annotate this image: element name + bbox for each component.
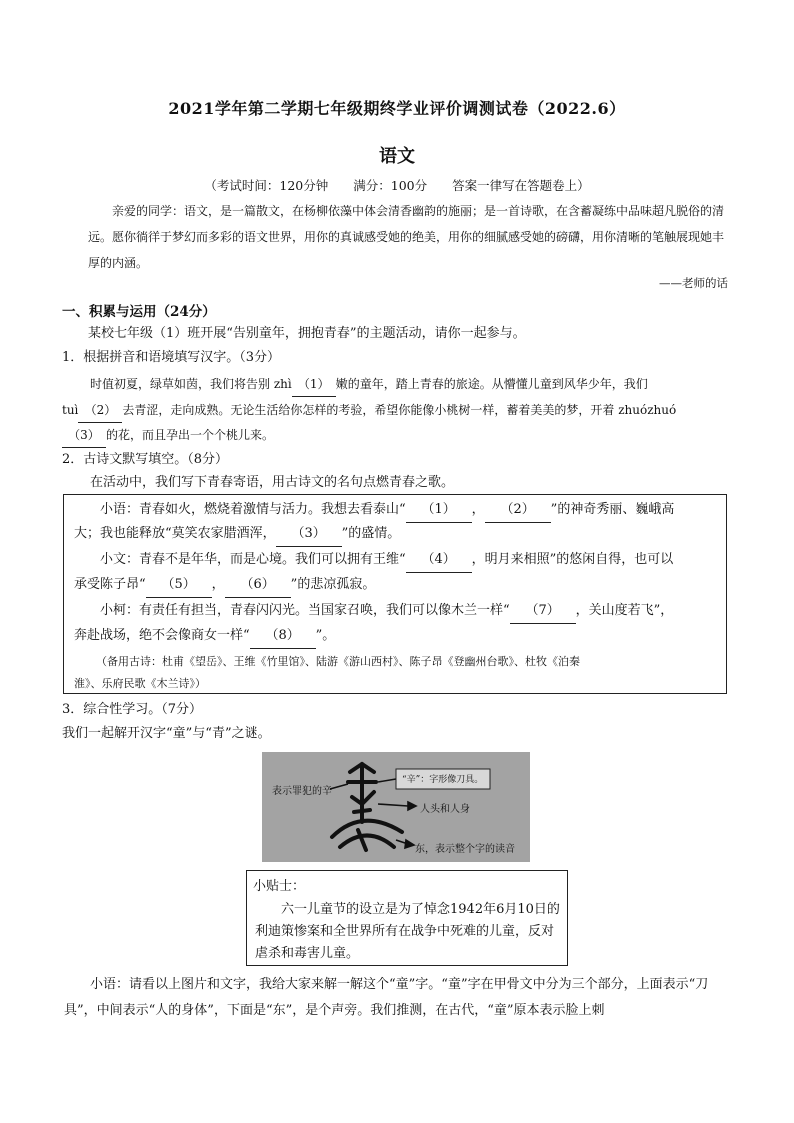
poetry-blank-4: （4） xyxy=(406,547,472,573)
poetry-row-4 xyxy=(74,572,719,598)
poetry-text: ， xyxy=(211,577,225,592)
subject-title: 语文 xyxy=(379,146,415,167)
poetry-text: 小语：青春如火，燃烧着激情与活力。我想去看泰山“ xyxy=(100,502,406,517)
teacher-message: 亲爱的同学：语文，是一篇散文，在杨柳依藻中体会清香幽韵的施丽；是一首诗歌，在含蓄凝练中品味超凡脱俗的清远。愿你徜徉于梦幻而多彩的语文世界，用你的真诚感受她的绝美，用你的细腻感受她的磅礴，用你清晰的笔触展现她丰厚的内涵。 xyxy=(88,204,725,270)
q2-lead: 在活动中，我们写下青春寄语，用古诗文的名句点燃青春之歌。 xyxy=(90,475,455,490)
poetry-note-2: 淮》、乐府民歌《木兰诗》） xyxy=(74,677,206,690)
poetry-text: 奔赴战场，绝不会像商女一样“ xyxy=(74,628,250,643)
teacher-signature: ——老师的话 xyxy=(659,276,728,290)
poetry-row-6 xyxy=(74,623,719,649)
poetry-row-1 xyxy=(74,497,719,523)
poetry-text: 承受陈子昂“ xyxy=(74,577,146,592)
q1-line-3 xyxy=(62,423,730,448)
section-heading: 一、积累与运用（24分） xyxy=(62,304,216,320)
oracle-bone-figure xyxy=(262,752,530,862)
poetry-text: ， xyxy=(471,502,485,517)
poetry-text: 大；我也能释放“莫笑农家腊酒浑， xyxy=(74,526,276,541)
poetry-row-5 xyxy=(74,598,719,624)
q1-label: 1．根据拼音和语境填写汉字。（3分） xyxy=(62,350,281,365)
poetry-text: ”。 xyxy=(315,628,336,643)
q1-text: tuì xyxy=(62,403,79,417)
figure-label-bottom: 东，表示整个字的读音 xyxy=(415,844,515,855)
poetry-blank-3: （3） xyxy=(276,521,342,547)
blank-1: （1） xyxy=(292,372,336,397)
poetry-blank-6: （6） xyxy=(225,572,291,598)
q3-paragraph: 小语：请看以上图片和文字，我给大家来解一解这个“童”字。“童”字在甲骨文中分为三个部分，上面表示“刀具”，中间表示“人的身体”，下面是“东”，是个声旁。我们推测，在古代，“童”原本表示脸上刺 xyxy=(64,977,709,1018)
exam-meta: （考试时间：120分钟 满分：100分 答案一律写在答题卷上） xyxy=(204,178,590,193)
figure-label-left: 表示罪犯的辛 xyxy=(272,786,332,797)
poetry-blank-2: （2） xyxy=(485,497,551,523)
tip-box xyxy=(246,870,568,966)
poetry-text: ”的盛情。 xyxy=(341,526,401,541)
poetry-text: ，关山度若飞”， xyxy=(575,603,674,618)
poetry-blank-7: （7） xyxy=(510,598,576,624)
q3-lead: 我们一起解开汉字“童”与“青”之谜。 xyxy=(62,726,271,741)
poetry-blank-8: （8） xyxy=(250,623,316,649)
q1-line-1 xyxy=(90,372,730,397)
exam-title: 2021学年第二学期七年级期终学业评价调测试卷（2022.6） xyxy=(168,99,626,118)
q1-line-2 xyxy=(62,398,730,423)
q1-text: 的花，而且孕出一个个桃儿来。 xyxy=(106,428,275,442)
poetry-text: ”的悲凉孤寂。 xyxy=(290,577,376,592)
poetry-blank-1: （1） xyxy=(406,497,472,523)
section-lead: 某校七年级（1）班开展“告别童年，拥抱青春”的主题活动，请你一起参与。 xyxy=(88,326,526,341)
poetry-text: 小文：青春不是年华，而是心境。我们可以拥有王维“ xyxy=(100,552,406,567)
q1-text: 嫩的童年，踏上青春的旅途。从懵懂儿童到风华少年，我们 xyxy=(335,377,648,391)
poetry-row-3 xyxy=(74,547,719,573)
poetry-box xyxy=(63,494,727,694)
poetry-text: ”的神奇秀丽、巍峨高 xyxy=(550,502,675,517)
figure-label-mid: 人头和人身 xyxy=(420,804,470,815)
blank-3: （3） xyxy=(62,423,106,448)
poetry-text: ，明月来相照”的悠闲自得，也可以 xyxy=(471,552,674,567)
q1-text: 去青涩，走向成熟。无论生活给你怎样的考验，希望你能像小桃树一样，蓄着美美的梦，开着 zhuózhuó xyxy=(122,403,677,417)
tip-text: 六一儿童节的设立是为了悼念1942年6月10日的利迪策惨案和全世界所有在战争中死难的儿童，反对虐杀和毒害儿童。 xyxy=(255,902,560,961)
q1-text: 时值初夏，绿草如茵，我们将告别 zhì xyxy=(90,377,292,391)
poetry-row-2 xyxy=(74,521,719,547)
poetry-note-1: （备用古诗：杜甫《望岳》、王维《竹里馆》、陆游《游山西村》、陈子昂《登幽州台歌》、杜牧《泊秦 xyxy=(96,655,580,668)
q3-label: 3．综合性学习。（7分） xyxy=(62,702,203,717)
figure-label-box: “辛”：字形像刀具。 xyxy=(402,775,484,785)
tip-title: 小贴士： xyxy=(253,879,306,894)
poetry-blank-5: （5） xyxy=(146,572,212,598)
poetry-text: 小柯：有责任有担当，青春闪闪光。当国家召唤，我们可以像木兰一样“ xyxy=(100,603,510,618)
blank-2: （2） xyxy=(78,398,122,423)
q2-label: 2．古诗文默写填空。（8分） xyxy=(62,452,229,467)
